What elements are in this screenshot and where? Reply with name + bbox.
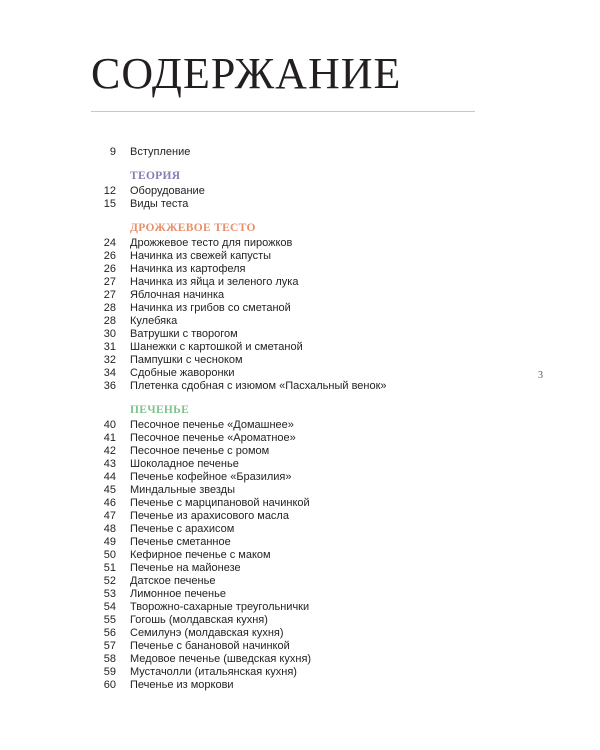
toc-page-number: 31 bbox=[103, 341, 116, 353]
toc-entry[interactable] bbox=[0, 679, 500, 692]
toc-page-number: 53 bbox=[103, 588, 116, 600]
toc-entry-label: Песочное печенье «Ароматное» bbox=[130, 432, 296, 444]
toc-page-number: 32 bbox=[103, 354, 116, 366]
toc-page-number: 47 bbox=[103, 510, 116, 522]
toc-entry[interactable] bbox=[0, 315, 500, 328]
toc-entry[interactable] bbox=[0, 354, 500, 367]
toc-entry-label: Датское печенье bbox=[130, 575, 216, 587]
toc-entry[interactable] bbox=[0, 445, 500, 458]
toc-entry-label: Печенье с арахисом bbox=[130, 523, 235, 535]
toc-page-number: 50 bbox=[103, 549, 116, 561]
toc-entry[interactable] bbox=[0, 575, 500, 588]
toc-page-number: 26 bbox=[103, 263, 116, 275]
toc-entry-label: Начинка из яйца и зеленого лука bbox=[130, 276, 299, 288]
toc-entry-label: Яблочная начинка bbox=[130, 289, 225, 301]
toc-entry-label: Песочное печенье с ромом bbox=[130, 445, 270, 457]
toc-entry-label: Ватрушки с творогом bbox=[130, 328, 238, 340]
toc-entry-label: Пампушки с чесноком bbox=[130, 354, 243, 366]
toc-entry[interactable] bbox=[0, 302, 500, 315]
toc-entry[interactable] bbox=[0, 614, 500, 627]
section-heading-label: ДРОЖЖЕВОЕ ТЕСТО bbox=[130, 222, 256, 234]
toc-entry[interactable] bbox=[0, 562, 500, 575]
table-of-contents bbox=[0, 146, 500, 692]
toc-page-number: 34 bbox=[103, 367, 116, 379]
toc-page-number: 60 bbox=[103, 679, 116, 691]
toc-entry[interactable] bbox=[0, 484, 500, 497]
toc-entry[interactable] bbox=[0, 276, 500, 289]
toc-page-number: 59 bbox=[103, 666, 116, 678]
toc-entry-label: Печенье сметанное bbox=[130, 536, 231, 548]
toc-entry-label: Песочное печенье «Домашнее» bbox=[130, 419, 294, 431]
toc-page-number: 52 bbox=[103, 575, 116, 587]
toc-entry-label: Начинка из картофеля bbox=[130, 263, 246, 275]
toc-entry-label: Лимонное печенье bbox=[130, 588, 226, 600]
toc-entry[interactable] bbox=[0, 341, 500, 354]
toc-entry-label: Миндальные звезды bbox=[130, 484, 235, 496]
toc-entry[interactable] bbox=[0, 198, 500, 211]
toc-entry-label: Печенье с банановой начинкой bbox=[130, 640, 290, 652]
toc-entry-label: Начинка из грибов со сметаной bbox=[130, 302, 291, 314]
toc-entry-label: Гогошь (молдавская кухня) bbox=[130, 614, 268, 626]
toc-page-number: 54 bbox=[103, 601, 116, 613]
page-number: 3 bbox=[538, 370, 543, 381]
toc-entry-label: Вступление bbox=[130, 146, 191, 158]
toc-page-number: 42 bbox=[103, 445, 116, 457]
toc-page-number: 43 bbox=[103, 458, 116, 470]
toc-entry[interactable] bbox=[0, 627, 500, 640]
section-spacer bbox=[0, 393, 500, 403]
toc-entry-label: Мустачолли (итальянская кухня) bbox=[130, 666, 297, 678]
toc-entry[interactable] bbox=[0, 458, 500, 471]
toc-entry[interactable] bbox=[0, 523, 500, 536]
toc-entry-label: Шанежки с картошкой и сметаной bbox=[130, 341, 303, 353]
toc-entry-label: Начинка из свежей капусты bbox=[130, 250, 272, 262]
toc-entry[interactable] bbox=[0, 549, 500, 562]
toc-page-number: 46 bbox=[103, 497, 116, 509]
toc-entry[interactable] bbox=[0, 263, 500, 276]
toc-entry-label: Виды теста bbox=[130, 198, 189, 210]
toc-entry-label: Шоколадное печенье bbox=[130, 458, 239, 470]
toc-entry[interactable] bbox=[0, 237, 500, 250]
toc-entry[interactable] bbox=[0, 588, 500, 601]
section-heading-label: ПЕЧЕНЬЕ bbox=[130, 404, 190, 416]
toc-entry[interactable] bbox=[0, 419, 500, 432]
toc-entry[interactable] bbox=[0, 640, 500, 653]
section-heading bbox=[0, 169, 500, 183]
toc-page-number: 12 bbox=[103, 185, 116, 197]
toc-page-number: 9 bbox=[109, 146, 116, 158]
toc-page-number: 56 bbox=[103, 627, 116, 639]
section-heading-label: ТЕОРИЯ bbox=[130, 170, 181, 182]
toc-page-number: 49 bbox=[103, 536, 116, 548]
toc-entry-label: Печенье на майонезе bbox=[130, 562, 241, 574]
toc-page-number: 44 bbox=[103, 471, 116, 483]
toc-page-number: 36 bbox=[103, 380, 116, 392]
section-heading bbox=[0, 403, 500, 417]
toc-entry-intro[interactable] bbox=[0, 146, 500, 159]
toc-page-number: 57 bbox=[103, 640, 116, 652]
toc-page-number: 24 bbox=[103, 237, 116, 249]
toc-entry[interactable] bbox=[0, 380, 500, 393]
toc-entry-label: Кулебяка bbox=[130, 315, 178, 327]
toc-page-number: 27 bbox=[103, 276, 116, 288]
section-heading bbox=[0, 221, 500, 235]
toc-entry[interactable] bbox=[0, 185, 500, 198]
toc-page-number: 41 bbox=[103, 432, 116, 444]
toc-entry-label: Печенье с марципановой начинкой bbox=[130, 497, 310, 509]
toc-page-number: 51 bbox=[103, 562, 116, 574]
toc-entry[interactable] bbox=[0, 497, 500, 510]
toc-entry[interactable] bbox=[0, 471, 500, 484]
toc-entry[interactable] bbox=[0, 432, 500, 445]
toc-entry-label: Кефирное печенье с маком bbox=[130, 549, 271, 561]
section-spacer bbox=[0, 159, 500, 169]
toc-entry[interactable] bbox=[0, 367, 500, 380]
toc-page-number: 26 bbox=[103, 250, 116, 262]
section-spacer bbox=[0, 211, 500, 221]
toc-entry-label: Сдобные жаворонки bbox=[130, 367, 235, 379]
toc-page-number: 28 bbox=[103, 315, 116, 327]
toc-entry-label: Плетенка сдобная с изюмом «Пасхальный венок» bbox=[130, 380, 387, 392]
toc-page-number: 15 bbox=[103, 198, 116, 210]
toc-page-number: 48 bbox=[103, 523, 116, 535]
toc-entry[interactable] bbox=[0, 666, 500, 679]
toc-entry[interactable] bbox=[0, 601, 500, 614]
toc-entry[interactable] bbox=[0, 510, 500, 523]
toc-entry-label: Печенье кофейное «Бразилия» bbox=[130, 471, 292, 483]
toc-entry[interactable] bbox=[0, 289, 500, 302]
toc-entry-label: Оборудование bbox=[130, 185, 205, 197]
toc-page-number: 58 bbox=[103, 653, 116, 665]
toc-entry[interactable] bbox=[0, 536, 500, 549]
toc-page-number: 40 bbox=[103, 419, 116, 431]
toc-entry-label: Медовое печенье (шведская кухня) bbox=[130, 653, 312, 665]
toc-entry[interactable] bbox=[0, 328, 500, 341]
toc-page-number: 27 bbox=[103, 289, 116, 301]
toc-entry-label: Семилунэ (молдавская кухня) bbox=[130, 627, 284, 639]
toc-entry-label: Творожно-сахарные треугольнички bbox=[130, 601, 310, 613]
toc-entry-label: Дрожжевое тесто для пирожков bbox=[130, 237, 293, 249]
page-title: СОДЕРЖАНИЕ bbox=[91, 49, 402, 98]
toc-entry[interactable] bbox=[0, 250, 500, 263]
toc-page-number: 45 bbox=[103, 484, 116, 496]
toc-entry-label: Печенье из арахисового масла bbox=[130, 510, 289, 522]
toc-entry-label: Печенье из моркови bbox=[130, 679, 234, 691]
title-divider bbox=[91, 111, 475, 112]
toc-page-number: 55 bbox=[103, 614, 116, 626]
toc-entry[interactable] bbox=[0, 653, 500, 666]
toc-page-number: 28 bbox=[103, 302, 116, 314]
toc-page-number: 30 bbox=[103, 328, 116, 340]
